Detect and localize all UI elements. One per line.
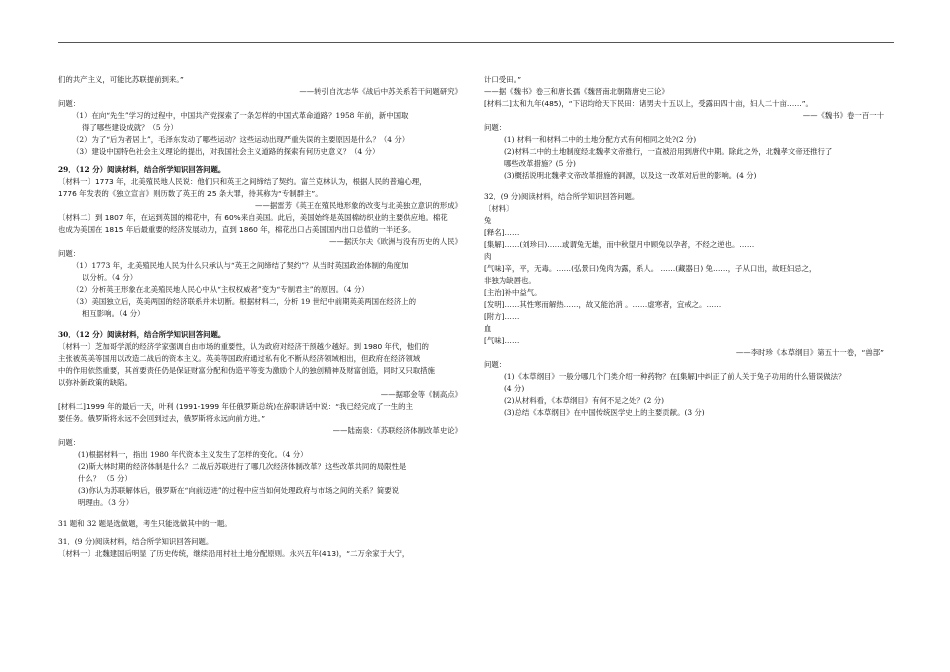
right-column-line: (2)从材料看，《本草纲目》有何不足之处？(2 分): [504, 396, 665, 405]
right-column-line: [484, 182, 890, 191]
left-column-line: （2）为了“后为者居上”，毛泽东发动了哪些运动？这些运动出现严重失误的主要原因是什么？（4 分）: [72, 135, 410, 144]
right-column: [484, 74, 890, 419]
right-column-line: [附方]……: [484, 312, 520, 321]
left-column-line: ——据沃尔夫《欧洲与没有历史的人民》: [328, 237, 462, 246]
right-column-line: [主治]补中益气。: [484, 288, 542, 297]
right-column-line: 问题：: [484, 123, 507, 132]
left-column-line: (1)根据材料一，指出 1980 年代资本主义发生了怎样的变化。（4 分）: [78, 450, 308, 459]
right-column-line: 问题：: [484, 360, 507, 369]
left-column-line: 们的共产主义，可能比苏联提前到来。”: [58, 75, 184, 84]
right-column-line: 兔: [484, 216, 492, 225]
left-column-line: （3）美国独立后，英美两国的经济联系并未切断。根据材料二，分析 19 世纪中前期英美两国在经济上的: [72, 297, 416, 306]
right-column-line: 〔材料〕: [484, 204, 514, 213]
right-column-line: (1) 材料一和材料二中的土地分配方式有何相同之处?(2 分): [504, 135, 697, 144]
right-column-line: [发明]……其性寒而解热……，故又能治消 。……虚寒者，宜戒之。……: [484, 300, 722, 309]
left-column-line: 要任务。俄罗斯将永远不会回到过去，俄罗斯将永远向前方进。”: [58, 414, 266, 423]
left-column-line: ——据雷芳《英王在殖民地形象的改变与北美独立意识的形成》: [255, 201, 462, 210]
left-column-line: (2)斯大林时期的经济体制是什么？二战后苏联进行了哪几次经济体制改革？这些改革共同的局限性是: [78, 462, 407, 471]
right-column-line: 哪些改革措施？(5 分): [504, 159, 576, 168]
left-column-line: 得了哪些建设成就？（5 分）: [82, 123, 178, 132]
header-rule: [58, 42, 894, 43]
left-column-line: ——转引自沈志华《战后中苏关系若干问题研究》: [299, 87, 462, 96]
left-column-line: 问题：: [58, 438, 81, 447]
right-column-line: [气味]辛，平，无毒。……(弘景曰)兔肉为露，系人。 ……(藏器日) 兔……，子从口出，故旺妇忌之，: [484, 264, 817, 273]
right-column-line: ——李时珍《本草纲目》第五十一卷，“兽部”: [735, 348, 884, 357]
left-column-line: （2）分析英王形象在北美殖民地人民心中从“主权权威者”变为“专制君主”的原因。（4 分）: [72, 285, 369, 294]
right-column-line: 32．(9 分)阅读材料，结合所学知识回答问题。: [484, 192, 640, 201]
left-column-line: 以弥补新政策的缺陷。: [58, 378, 132, 387]
left-column-line: （3）建设中国特色社会主义理论的提出，对我国社会主义道路的探索有何历史意义？（4 分）: [72, 147, 380, 156]
right-column-line: (2)材料二中的土地制度经北魏孝文帝推行，一直被沿用到唐代中期。除此之外，北魏孝文帝还推行了: [504, 147, 833, 156]
left-column-line: 1776 年发表的《独立宣言》则历数了英王的 25 条大罪，待其称为“专制群主”。: [58, 189, 323, 198]
left-column-line: [58, 509, 468, 518]
right-column-line: 非独为缺唇也。: [484, 276, 536, 285]
left-column-line: (3)你认为苏联解体后，俄罗斯在“向前迈进”的过程中应当如何处理政府与市场之间的关系？简要说: [78, 486, 400, 495]
left-column-line: 主张被英美等国用以改造二战后的资本主义。英美等国政府通过私有化不断从经济领域相出，但政府在经济领域: [58, 354, 421, 363]
right-column-line: (3)概括说明北魏孝文帝改革措施的洞源，以及这一改革对后世的影响。(4 分): [504, 171, 757, 180]
left-column-line: 〔材料一〕1773 年，北美殖民地人民说：他们只和英王之间缔结了契约。富兰克林认为，根据人民的普遍心理，: [58, 177, 427, 186]
left-column-line: 31．(9 分)阅读材料，结合所学知识回答问题。: [58, 537, 214, 546]
right-column-line: ——《魏书》卷一百一十: [802, 111, 884, 120]
right-column-line: [气味]……: [484, 336, 520, 345]
left-column-line: 〔材料一〕芝加哥学派的经济学家强调自由市场的重要性，认为政府对经济干预越少越好。到 1980 年代，他们的: [58, 342, 429, 351]
right-column-line: (4 分): [504, 384, 525, 393]
right-column-line: [集解]……(刘珍曰)……或谓兔无雄，而中秋望月中顾兔以孕者，不经之逆也。……: [484, 240, 755, 249]
left-column: [58, 74, 468, 560]
left-column-line: （1）在向“先生”学习的过程中，中国共产党探索了一条怎样的中国式革命道路？1958 年前，新中国取: [72, 111, 409, 120]
left-column-line: 明理由。（3 分）: [78, 498, 134, 507]
right-column-line: (3)总结《本草纲目》在中国传统医学史上的主要贡献。(3 分): [504, 408, 705, 417]
right-column-line: 血: [484, 324, 492, 333]
left-column-line: 以分析。（4 分）: [82, 273, 138, 282]
right-column-line: 计口受田。”: [484, 75, 522, 84]
left-column-line: ——据耶金等《制高点》: [380, 390, 462, 399]
left-column-line: [58, 320, 468, 329]
right-column-line: (1)《本草纲目》一般分哪几个门类介绍一种药物？在[集解]中纠正了前人关于兔子功用的什么错误做法？: [504, 372, 846, 381]
left-column-line: ——陆南泉：《苏联经济体制改革史论》: [332, 426, 462, 435]
left-column-line: 问题：: [58, 99, 81, 108]
left-column-line: [材料二]1999 年的最后一天，叶利 (1991-1999 年任俄罗斯总统)在辞职讲话中说：“我已经完成了一生的主: [58, 402, 413, 411]
left-column-line: 也成为美国在 1815 年后最重要的经济发展动力，直到 1860 年，棉花出口占美国国内出口总值的一半还多。: [58, 225, 416, 234]
left-column-line: 30．（12 分）阅读材料，结合所学知识回答问题。: [58, 330, 226, 339]
left-column-line: 29．（12 分）阅读材料，结合所学知识回答问题。: [58, 165, 226, 174]
right-column-line: [释名]……: [484, 228, 520, 237]
left-column-line: 什么？ （5 分）: [78, 474, 132, 483]
left-column-line: 31 题和 32 题是选做题，考生只能选做其中的一题。: [58, 519, 232, 528]
right-column-line: ——据《魏书》卷三和唐长孺《魏晋南北朝隋唐史三论》: [484, 87, 669, 96]
left-column-line: （1）1773 年，北美殖民地人民为什么只承认与“英王之间缔结了契约”？从当时英国政治体制的角度加: [72, 261, 409, 270]
left-column-line: 问题：: [58, 249, 81, 258]
left-column-line: 相互影响。（4 分）: [82, 309, 145, 318]
left-column-line: 〔材料二〕到 1807 年，在运到英国的棉花中，有 60%来自美国。此后，美国始终是英国棉纺织业的主要供应地。棉花: [58, 213, 448, 222]
left-column-line: 〔材料一〕北魏建国后明显 了历史传统，继续沿用村社土地分配原则。永兴五年(413)，“二万余家于大宁，: [58, 549, 410, 558]
right-column-line: 肉: [484, 252, 492, 261]
right-column-line: [材料二]太和九年(485)，“下诏均给天下民田：诸男夫十五以上，受露田四十亩，妇人二十亩……”。: [484, 99, 813, 108]
left-column-line: 中的作用依然重要，其首要责任仍是保证财富分配和伪造平等变为激励个人的独创精神及财富创造，同时又只取措施: [58, 366, 435, 375]
